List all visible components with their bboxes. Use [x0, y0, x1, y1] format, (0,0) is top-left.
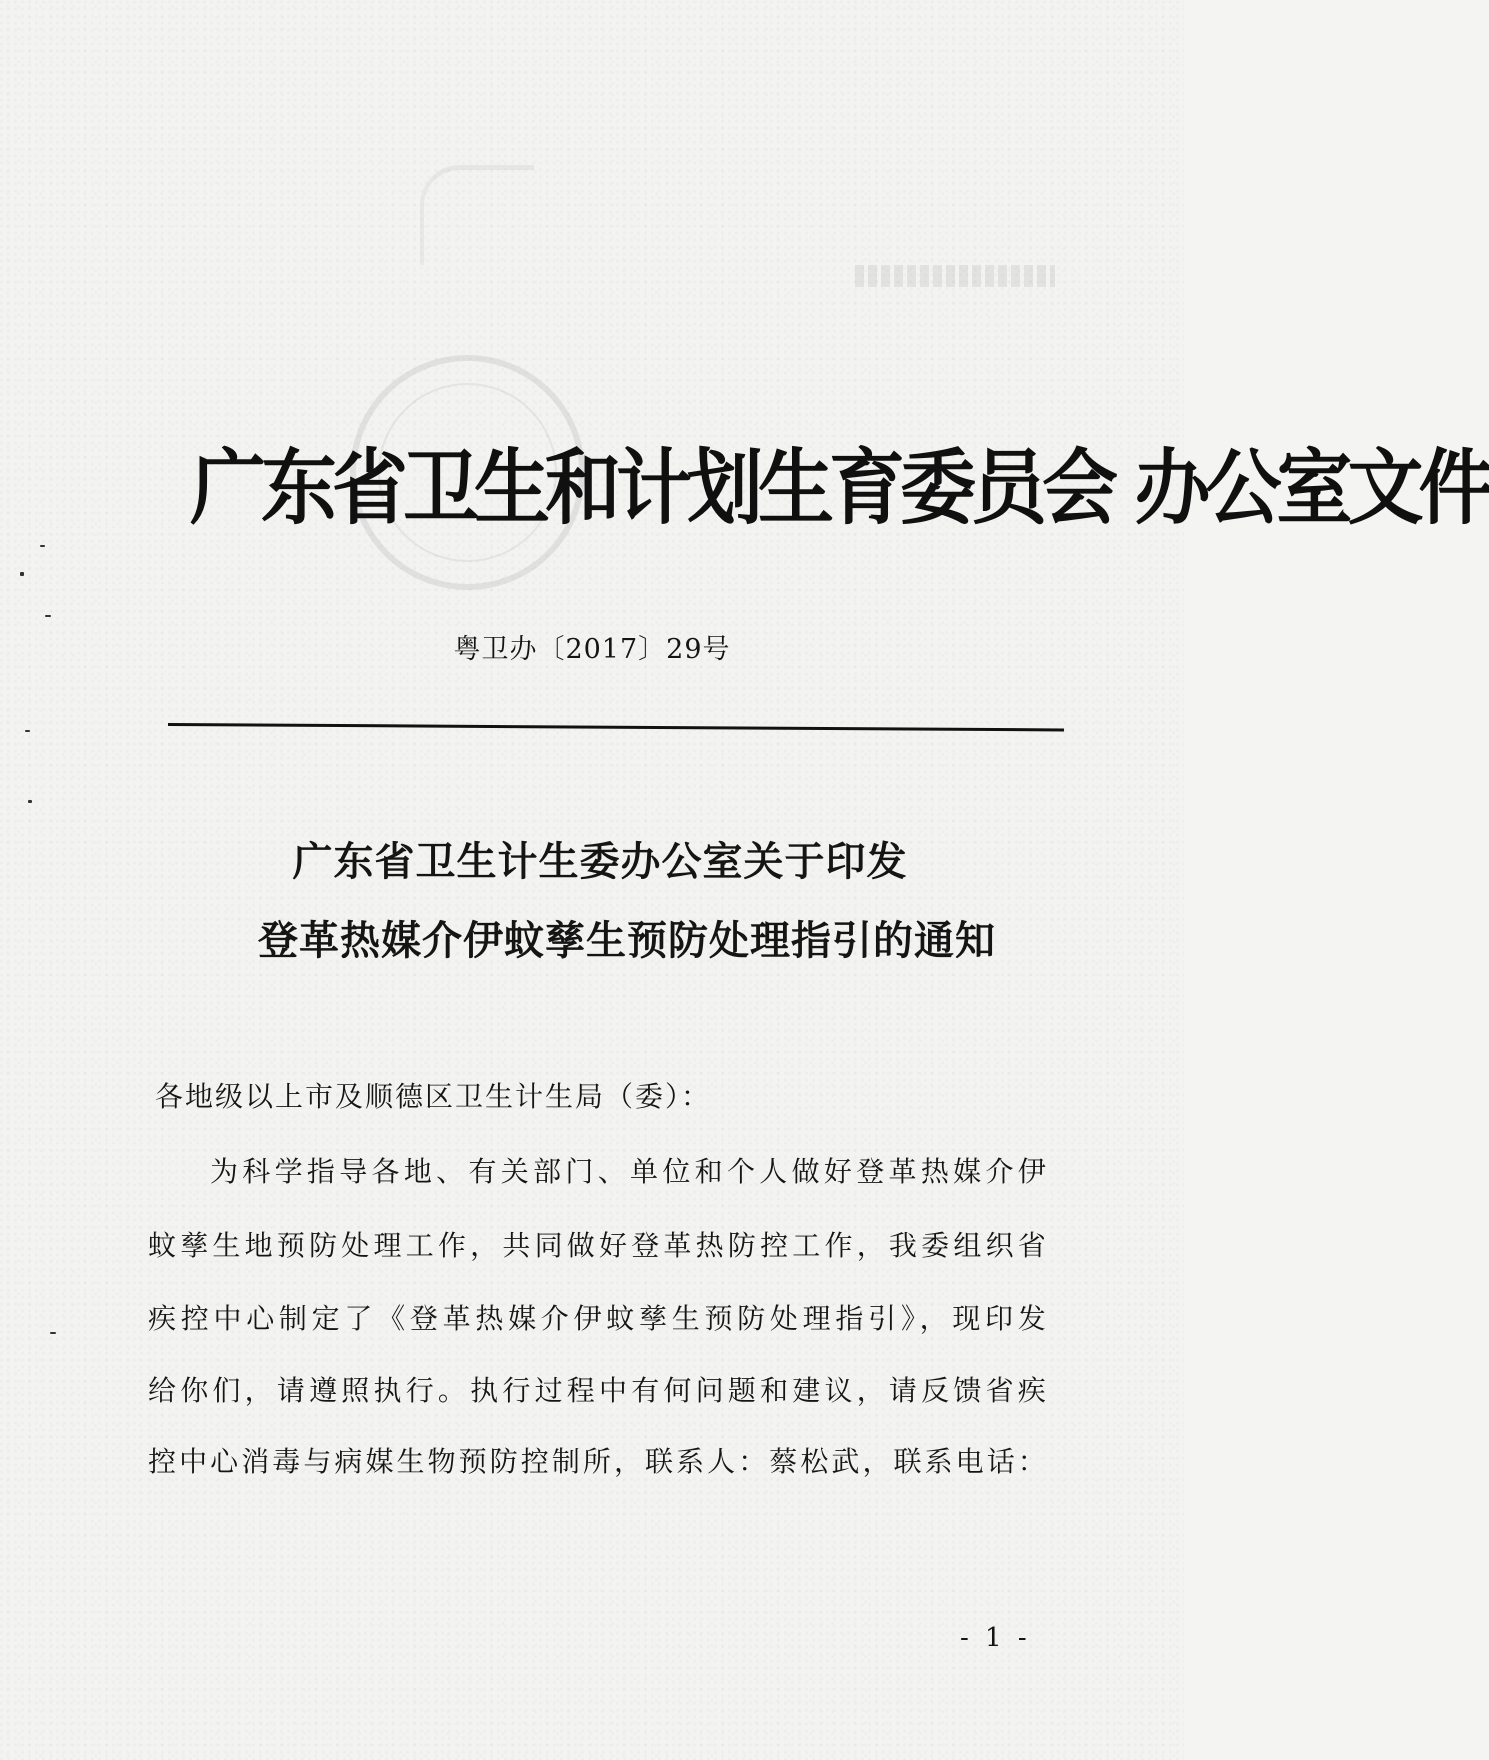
document-number: 粤卫办〔2017〕29号 — [453, 634, 731, 665]
scan-speck — [25, 730, 30, 732]
body-line-2: 蚊孳生地预防处理工作，共同做好登革热防控工作，我委组织省 — [148, 1229, 1048, 1262]
faint-bleedthrough-text — [855, 265, 1055, 287]
scan-speck — [45, 615, 51, 617]
header-divider-line — [168, 723, 1064, 731]
scan-speck — [28, 800, 32, 803]
scan-speck — [20, 572, 24, 576]
body-line-1: 为科学指导各地、有关部门、单位和个人做好登革热媒介伊 — [210, 1155, 1048, 1188]
faint-bleedthrough-mark — [420, 165, 534, 265]
body-line-5: 控中心消毒与病媒生物预防控制所，联系人：蔡松武，联系电话： — [148, 1445, 1048, 1478]
page-number: - 1 - — [960, 1623, 1031, 1653]
body-line-3: 疾控中心制定了《登革热媒介伊蚊孳生预防处理指引》，现印发 — [148, 1302, 1048, 1335]
issuer-header: 广东省卫生和计划生育委员会 办公室文件 — [190, 439, 1489, 536]
salutation: 各地级以上市及顺德区卫生计生局（委）： — [155, 1080, 712, 1113]
body-line-4: 给你们，请遵照执行。执行过程中有何问题和建议，请反馈省疾 — [148, 1374, 1048, 1407]
notice-title-line-1: 广东省卫生计生委办公室关于印发 — [292, 838, 908, 885]
scan-speck — [40, 545, 45, 547]
scan-speck — [50, 1332, 56, 1334]
notice-title-line-2: 登革热媒介伊蚊孳生预防处理指引的通知 — [258, 917, 996, 964]
